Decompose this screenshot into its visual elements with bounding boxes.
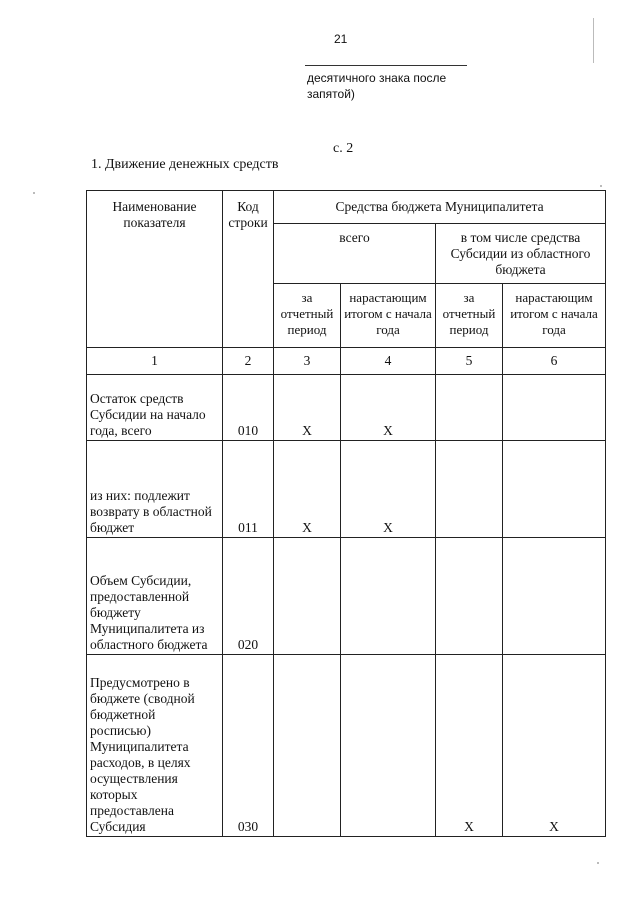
- scan-dot: [597, 862, 599, 864]
- header-cumulative: нарастающим итогом с начала года: [341, 284, 436, 348]
- header-period: за отчетный период: [274, 284, 341, 348]
- cell-value: X: [274, 375, 341, 441]
- cell-value: X: [436, 655, 503, 837]
- cell-value: X: [341, 375, 436, 441]
- cell-value: X: [503, 655, 606, 837]
- header-incl-subsidy: в том числе средства Субсидии из областного бюджета: [436, 224, 606, 284]
- cell-value: X: [341, 441, 436, 538]
- row-name: Остаток средств Субсидии на начало года, всего: [87, 375, 223, 441]
- cell-value: [274, 538, 341, 655]
- cell-value: [503, 538, 606, 655]
- header-total: всего: [274, 224, 436, 284]
- footnote-rule: [305, 65, 467, 66]
- scan-dot: [33, 192, 35, 194]
- row-code: 030: [223, 655, 274, 837]
- column-number: 6: [503, 348, 606, 375]
- column-number: 3: [274, 348, 341, 375]
- table-row: [87, 538, 606, 655]
- page-number: 21: [334, 32, 348, 46]
- header-budget: Средства бюджета Муниципалитета: [274, 191, 606, 224]
- row-code: 010: [223, 375, 274, 441]
- cell-value: [341, 538, 436, 655]
- cell-value: [503, 375, 606, 441]
- table-row: [87, 375, 606, 441]
- column-number: 5: [436, 348, 503, 375]
- table-row: [87, 441, 606, 538]
- header-code: Код строки: [223, 191, 274, 348]
- row-name: Объем Субсидии, предоставленной бюджету Муниципалитета из областного бюджета: [87, 538, 223, 655]
- header-period-subsidy: за отчетный период: [436, 284, 503, 348]
- cell-value: X: [274, 441, 341, 538]
- cell-value: [436, 441, 503, 538]
- margin-line: [593, 18, 594, 63]
- cash-flow-table: [86, 190, 606, 837]
- scan-dot: [600, 185, 602, 187]
- column-number: 4: [341, 348, 436, 375]
- section-title: 1. Движение денежных средств: [91, 157, 279, 172]
- table-row: [87, 655, 606, 837]
- cell-value: [341, 655, 436, 837]
- cell-value: [436, 375, 503, 441]
- cell-value: [274, 655, 341, 837]
- row-code: 011: [223, 441, 274, 538]
- cell-value: [503, 441, 606, 538]
- row-name: Предусмотрено в бюджете (сводной бюджетной росписью) Муниципалитета расходов, в целях осуществления которых предоставлена Субсидия: [87, 655, 223, 837]
- row-name: из них: подлежит возврату в областной бюджет: [87, 441, 223, 538]
- row-code: 020: [223, 538, 274, 655]
- cell-value: [436, 538, 503, 655]
- footnote-text: десятичного знака после запятой): [307, 71, 447, 101]
- header-name: Наименование показателя: [87, 191, 223, 348]
- column-number: 2: [223, 348, 274, 375]
- header-cumulative-subsidy: нарастающим итогом с начала года: [503, 284, 606, 348]
- column-number: 1: [87, 348, 223, 375]
- continuation-marker: с. 2: [333, 141, 354, 156]
